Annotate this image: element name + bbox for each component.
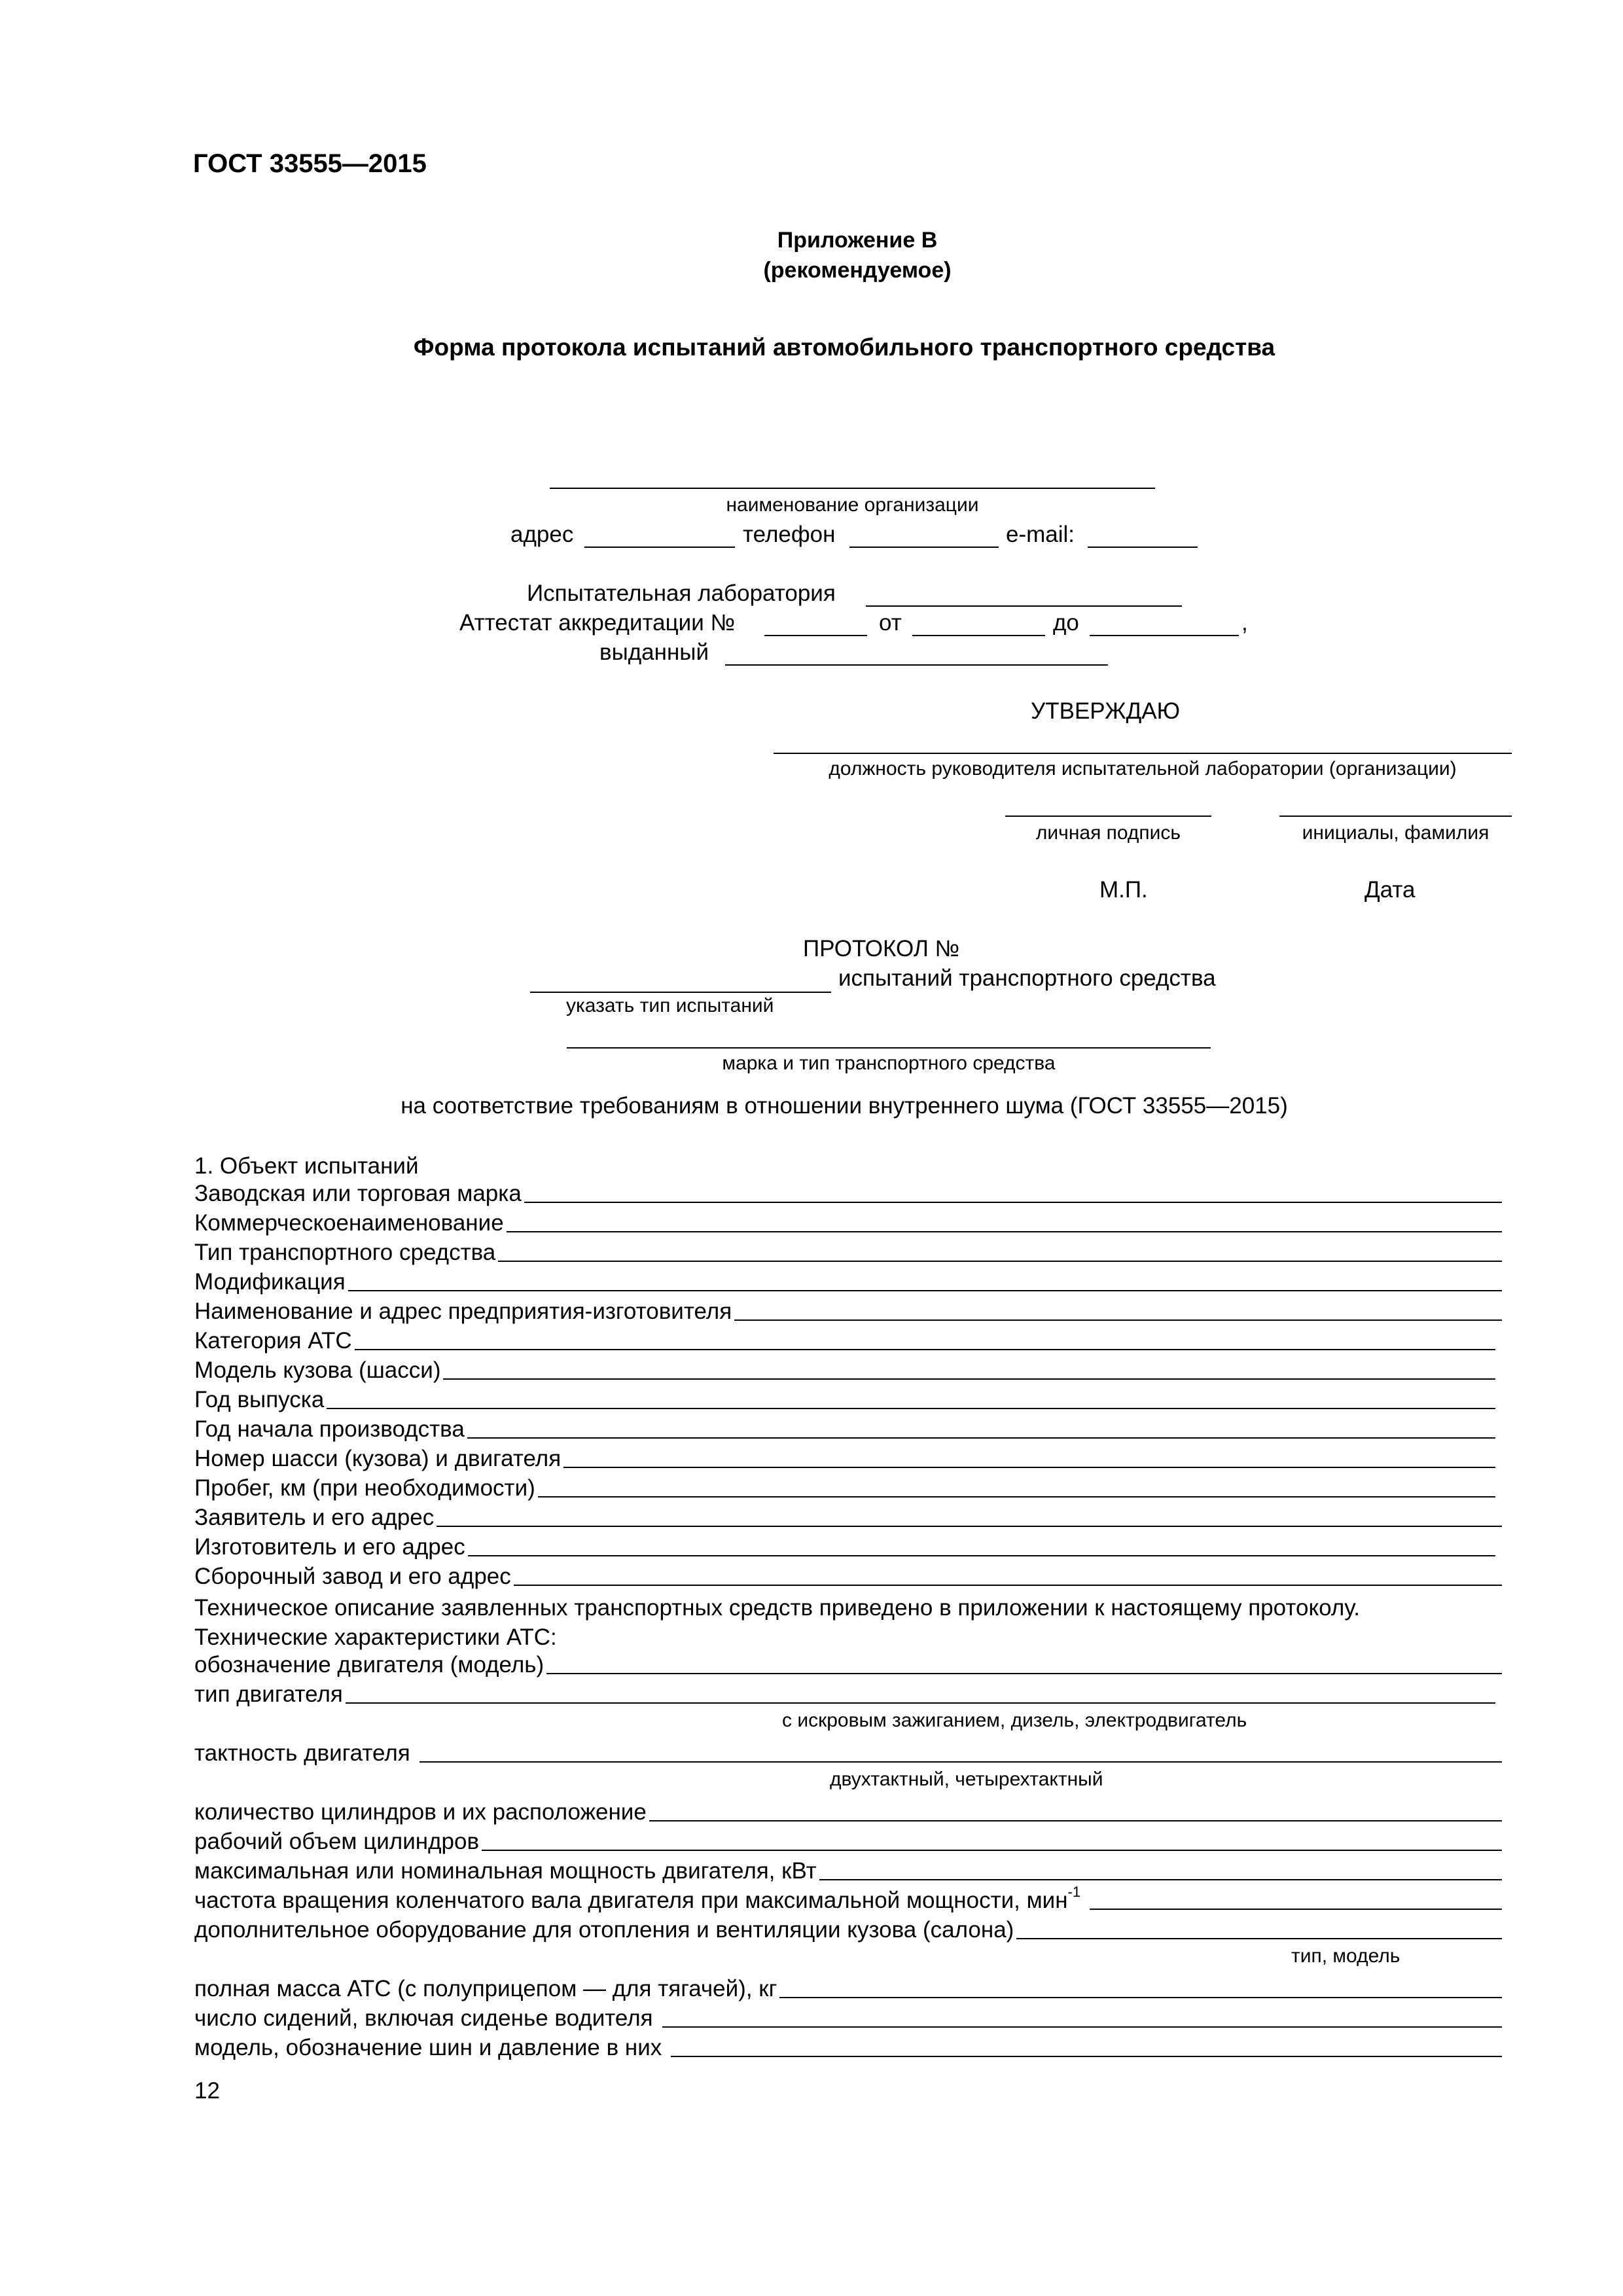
field-label: число сидений, включая сиденье водителя <box>194 2005 653 2031</box>
position-caption: должность руководителя испытательной лаборатории (организации) <box>829 758 1457 780</box>
doc-header: ГОСТ 33555—2015 <box>193 149 427 178</box>
issued-line <box>725 664 1108 666</box>
vehicle-caption: марка и тип транспортного средства <box>722 1052 1056 1074</box>
issued-label: выданный <box>599 639 709 665</box>
signature-caption: личная подпись <box>1035 822 1181 844</box>
email-label: e-mail: <box>1006 522 1075 547</box>
field-line[interactable] <box>437 1526 1502 1527</box>
field-row <box>194 1266 1502 1295</box>
lab-label: Испытательная лаборатория <box>527 581 836 606</box>
field-line[interactable] <box>467 1437 1495 1439</box>
field-row <box>194 2032 1502 2061</box>
position-line <box>774 753 1512 754</box>
field-line[interactable] <box>507 1231 1502 1232</box>
field-label: частота вращения коленчатого вала двигателя при максимальной мощности, мин$^{-1}$ <box>194 1884 1081 1913</box>
rpm-superscript: -1 <box>1067 1884 1081 1900</box>
form-title: Форма протокола испытаний автомобильного транспортного средства <box>413 334 1275 361</box>
org-name-caption: наименование организации <box>726 494 979 516</box>
field-label: Сборочный завод и его адрес <box>194 1564 511 1589</box>
signature-line <box>1005 816 1211 817</box>
field-row <box>194 1679 1495 1708</box>
field-line[interactable] <box>662 2026 1502 2028</box>
cert-from-label: от <box>879 610 902 636</box>
org-name-line <box>550 488 1155 489</box>
lab-line <box>866 605 1182 607</box>
field-label: Модификация <box>194 1269 346 1295</box>
field-label: модель, обозначение шин и давление в них <box>194 2035 662 2060</box>
field-label: Изготовитель и его адрес <box>194 1534 465 1560</box>
cert-to-line <box>1090 635 1239 636</box>
cert-label: Аттестат аккредитации № <box>459 610 736 636</box>
field-row <box>194 1237 1502 1266</box>
field-row <box>194 2003 1502 2032</box>
field-line[interactable] <box>468 1555 1495 1556</box>
field-label: Пробег, км (при необходимости) <box>194 1475 535 1501</box>
stamp-label: М.П. <box>1099 877 1148 903</box>
field-label: Год начала производства <box>194 1416 465 1442</box>
field-row <box>194 1414 1495 1443</box>
field-line[interactable] <box>563 1467 1495 1468</box>
field-row <box>194 1208 1502 1236</box>
field-label: Номер шасси (кузова) и двигателя <box>194 1446 562 1471</box>
field-line[interactable] <box>524 1202 1502 1203</box>
field-row <box>194 1355 1495 1384</box>
field-label: Наименование и адрес предприятия-изготовителя <box>194 1299 732 1324</box>
field-line[interactable] <box>419 1761 1502 1763</box>
field-row <box>194 1649 1502 1678</box>
field-line[interactable] <box>734 1319 1502 1321</box>
field-row <box>194 1797 1502 1825</box>
cert-from-line <box>912 635 1045 636</box>
field-line[interactable] <box>514 1585 1502 1586</box>
hvac-caption: тип, модель <box>1291 1945 1400 1967</box>
field-line[interactable] <box>327 1408 1495 1409</box>
field-row <box>194 1885 1502 1914</box>
cert-comma: , <box>1241 610 1248 636</box>
field-label: обозначение двигателя (модель) <box>194 1652 544 1677</box>
tech-title: Технические характеристики АТС: <box>194 1624 557 1650</box>
vehicle-line <box>567 1047 1211 1049</box>
field-line[interactable] <box>443 1378 1495 1380</box>
field-line[interactable] <box>779 1997 1502 1998</box>
cert-to-label: до <box>1053 610 1079 636</box>
field-label: тип двигателя <box>194 1681 343 1707</box>
field-row <box>194 1973 1502 2002</box>
phone-line <box>849 547 999 548</box>
field-line[interactable] <box>1016 1938 1502 1939</box>
field-row <box>194 1325 1495 1354</box>
field-label: Категория АТС <box>194 1328 352 1354</box>
engine-stroke-caption: двухтактный, четырехтактный <box>830 1768 1103 1790</box>
address-line <box>584 547 735 548</box>
field-row <box>194 1914 1502 1943</box>
date-label: Дата <box>1364 877 1416 903</box>
field-line[interactable] <box>819 1879 1502 1880</box>
approve-title: УТВЕРЖДАЮ <box>1031 698 1180 724</box>
field-row <box>194 1178 1502 1207</box>
test-type-caption: указать тип испытаний <box>566 995 774 1016</box>
field-line[interactable] <box>348 1290 1502 1291</box>
field-line[interactable] <box>482 1850 1502 1851</box>
test-type-line <box>530 992 831 993</box>
field-line[interactable] <box>671 2056 1502 2057</box>
field-row <box>194 1296 1502 1325</box>
protocol-title: ПРОТОКОЛ № <box>803 936 960 961</box>
field-row <box>194 1384 1495 1413</box>
field-row <box>194 1856 1502 1884</box>
field-line[interactable] <box>355 1349 1495 1350</box>
field-line[interactable] <box>498 1261 1502 1262</box>
field-line[interactable] <box>649 1820 1502 1821</box>
field-line[interactable] <box>538 1496 1495 1498</box>
cert-number-line <box>764 635 867 636</box>
engine-type-caption: с искровым зажиганием, дизель, электродвигатель <box>782 1710 1247 1731</box>
field-label: полная масса АТС (с полуприцепом — для тягачей), кг <box>194 1976 777 2001</box>
email-line <box>1088 547 1198 548</box>
field-row <box>194 1826 1502 1855</box>
phone-label: телефон <box>743 522 836 547</box>
field-label: максимальная или номинальная мощность двигателя, кВт <box>194 1858 817 1884</box>
field-line[interactable] <box>346 1702 1495 1704</box>
field-label: Модель кузова (шасси) <box>194 1357 441 1383</box>
field-row <box>194 1443 1495 1472</box>
field-line[interactable] <box>546 1673 1502 1674</box>
initials-line <box>1279 816 1512 817</box>
page-number: 12 <box>194 2078 220 2104</box>
field-label: Заявитель и его адрес <box>194 1505 435 1530</box>
protocol-tests-of: испытаний транспортного средства <box>838 965 1216 991</box>
description-note: Техническое описание заявленных транспортных средств приведено в приложении к настоящему протоколу. <box>194 1595 1360 1621</box>
field-label: тактность двигателя <box>194 1740 410 1766</box>
field-row <box>194 1532 1495 1560</box>
field-label: Год выпуска <box>194 1387 325 1412</box>
appendix-kind: (рекомендуемое) <box>763 258 952 283</box>
field-row <box>194 1561 1502 1590</box>
field-row <box>194 1473 1495 1501</box>
field-row <box>194 1502 1502 1531</box>
compliance-text: на соответствие требованиям в отношении внутреннего шума (ГОСТ 33555—2015) <box>401 1093 1288 1119</box>
field-row <box>194 1738 1502 1767</box>
field-label: Заводская или торговая марка <box>194 1181 522 1206</box>
field-line[interactable] <box>1090 1909 1502 1910</box>
initials-caption: инициалы, фамилия <box>1302 822 1489 844</box>
field-label: Тип транспортного средства <box>194 1240 496 1265</box>
field-label: количество цилиндров и их расположение <box>194 1799 647 1825</box>
field-label: дополнительное оборудование для отопления и вентиляции кузова (салона) <box>194 1917 1014 1943</box>
section-title: 1. Объект испытаний <box>194 1153 419 1179</box>
appendix-title: Приложение В <box>777 228 938 253</box>
field-label: Коммерческоенаименование <box>194 1210 504 1236</box>
address-label: адрес <box>510 522 574 547</box>
field-label: рабочий объем цилиндров <box>194 1829 480 1854</box>
